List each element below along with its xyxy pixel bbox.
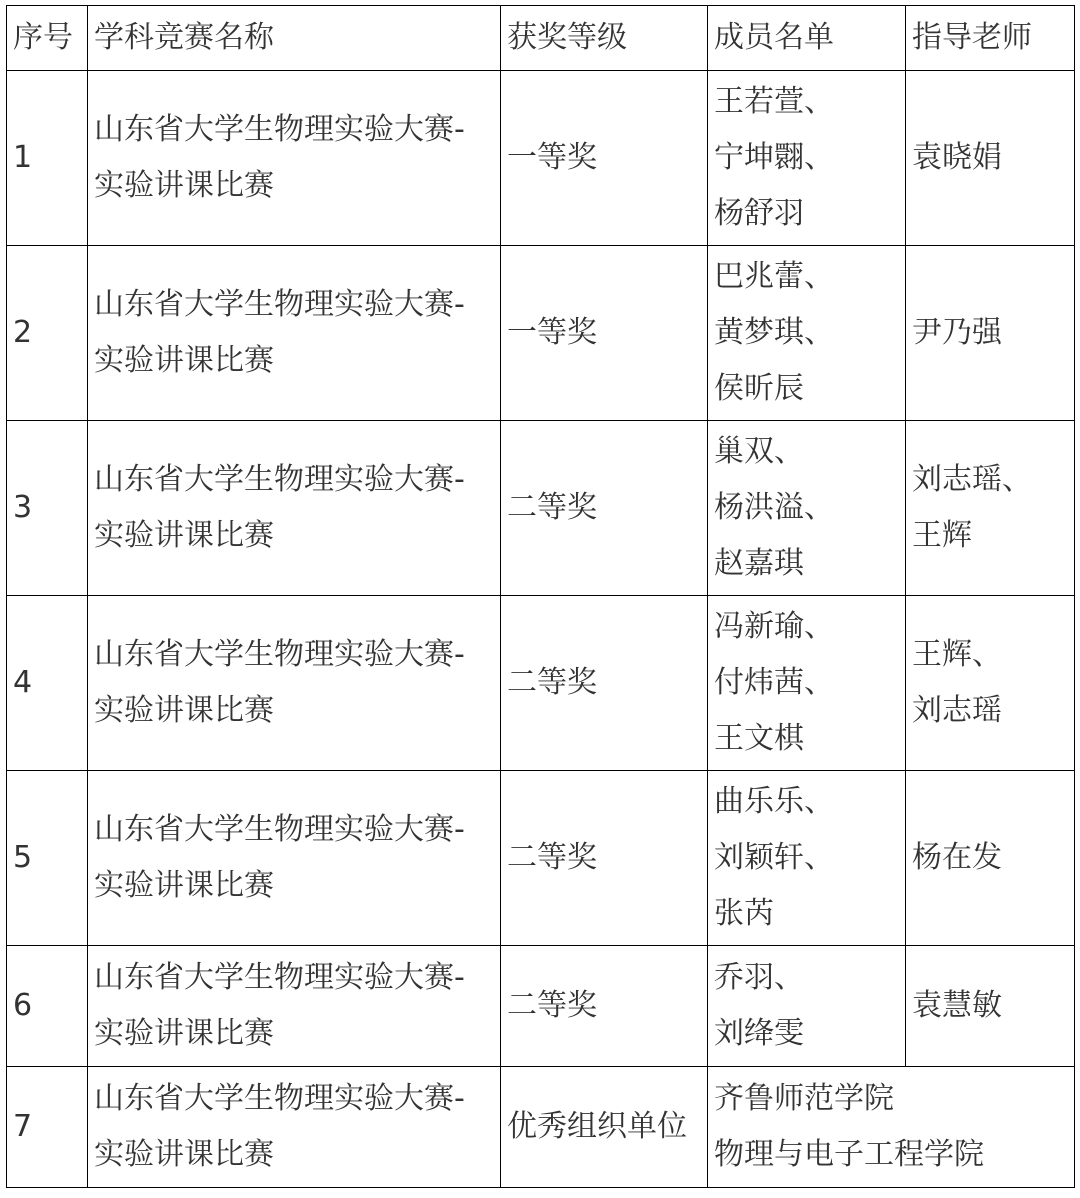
table-row: [7, 71, 1075, 246]
members-cell: [708, 946, 906, 1067]
member-name: 侯昕辰: [714, 371, 804, 406]
competition-name-cell: [88, 596, 501, 771]
competition-name-line: 实验讲课比赛: [94, 1137, 274, 1172]
table-row: [7, 771, 1075, 946]
award-level-cell: 二等奖: [501, 946, 708, 1067]
advisor-name: 尹乃强: [912, 315, 1002, 350]
member-name: 宁坤翾、: [714, 140, 834, 175]
member-name: 张芮: [714, 896, 774, 931]
advisor-cell: [906, 421, 1075, 596]
award-level-cell: 二等奖: [501, 596, 708, 771]
organization-name: 齐鲁师范学院: [714, 1081, 894, 1116]
member-name: 赵嘉琪: [714, 546, 804, 581]
competition-name-line: 实验讲课比赛: [94, 868, 274, 903]
competition-name-cell: [88, 71, 501, 246]
member-name: 王若萱、: [714, 84, 834, 119]
competition-name-cell: [88, 421, 501, 596]
award-level-cell: 优秀组织单位: [501, 1067, 708, 1188]
row-number: 6: [7, 946, 88, 1067]
advisor-cell: [906, 246, 1075, 421]
member-name: 付炜茜、: [714, 665, 834, 700]
row-number: 4: [7, 596, 88, 771]
member-name: 曲乐乐、: [714, 784, 834, 819]
members-cell: [708, 421, 906, 596]
members-cell: [708, 246, 906, 421]
table-row: [7, 421, 1075, 596]
member-name: 黄梦琪、: [714, 315, 834, 350]
advisor-name: 袁慧敏: [912, 988, 1002, 1023]
competition-name-line: 山东省大学生物理实验大赛-: [94, 960, 465, 995]
advisor-name: 杨在发: [912, 840, 1002, 875]
member-name: 杨舒羽: [714, 196, 804, 231]
table-row: [7, 596, 1075, 771]
member-name: 刘绛雯: [714, 1016, 804, 1051]
table-row: [7, 246, 1075, 421]
advisor-cell: [906, 946, 1075, 1067]
competition-name-cell: [88, 946, 501, 1067]
member-name: 巴兆蕾、: [714, 259, 834, 294]
advisor-name: 袁晓娟: [912, 140, 1002, 175]
competition-name-line: 实验讲课比赛: [94, 518, 274, 553]
competition-name-line: 山东省大学生物理实验大赛-: [94, 462, 465, 497]
row-number: 3: [7, 421, 88, 596]
organization-cell: [708, 1067, 1075, 1188]
advisor-cell: [906, 596, 1075, 771]
header-number: 序号: [7, 6, 88, 71]
table-row: [7, 946, 1075, 1067]
advisor-cell: [906, 771, 1075, 946]
member-name: 杨洪溢、: [714, 490, 834, 525]
table-header-row: [7, 6, 1075, 71]
members-cell: [708, 596, 906, 771]
competition-name-cell: [88, 246, 501, 421]
award-level-cell: 二等奖: [501, 771, 708, 946]
advisor-name: 王辉、: [912, 637, 1002, 672]
award-level-cell: 一等奖: [501, 246, 708, 421]
advisor-cell: [906, 71, 1075, 246]
header-award-level: 获奖等级: [501, 6, 708, 71]
member-name: 巢双、: [714, 434, 804, 469]
competition-name-line: 山东省大学生物理实验大赛-: [94, 812, 465, 847]
row-number: 2: [7, 246, 88, 421]
advisor-name: 王辉: [912, 518, 972, 553]
member-name: 冯新瑜、: [714, 609, 834, 644]
row-number: 5: [7, 771, 88, 946]
header-competition-name: 学科竞赛名称: [88, 6, 501, 71]
competition-name-cell: [88, 771, 501, 946]
advisor-name: 刘志瑶、: [912, 462, 1032, 497]
competition-name-line: 山东省大学生物理实验大赛-: [94, 112, 465, 147]
header-members: 成员名单: [708, 6, 906, 71]
member-name: 王文棋: [714, 721, 804, 756]
competition-name-line: 实验讲课比赛: [94, 693, 274, 728]
competition-name-line: 山东省大学生物理实验大赛-: [94, 637, 465, 672]
table-row: [7, 1067, 1075, 1188]
award-level-cell: 一等奖: [501, 71, 708, 246]
advisor-name: 刘志瑶: [912, 693, 1002, 728]
competition-name-line: 山东省大学生物理实验大赛-: [94, 1081, 465, 1116]
member-name: 乔羽、: [714, 960, 804, 995]
members-cell: [708, 71, 906, 246]
members-cell: [708, 771, 906, 946]
header-advisor: 指导老师: [906, 6, 1075, 71]
row-number: 7: [7, 1067, 88, 1188]
award-level-cell: 二等奖: [501, 421, 708, 596]
competition-name-line: 实验讲课比赛: [94, 1016, 274, 1051]
competition-name-line: 实验讲课比赛: [94, 168, 274, 203]
competition-name-line: 山东省大学生物理实验大赛-: [94, 287, 465, 322]
competition-name-line: 实验讲课比赛: [94, 343, 274, 378]
row-number: 1: [7, 71, 88, 246]
member-name: 刘颖轩、: [714, 840, 834, 875]
awards-table: [6, 5, 1075, 1188]
competition-name-cell: [88, 1067, 501, 1188]
organization-name: 物理与电子工程学院: [714, 1137, 984, 1172]
